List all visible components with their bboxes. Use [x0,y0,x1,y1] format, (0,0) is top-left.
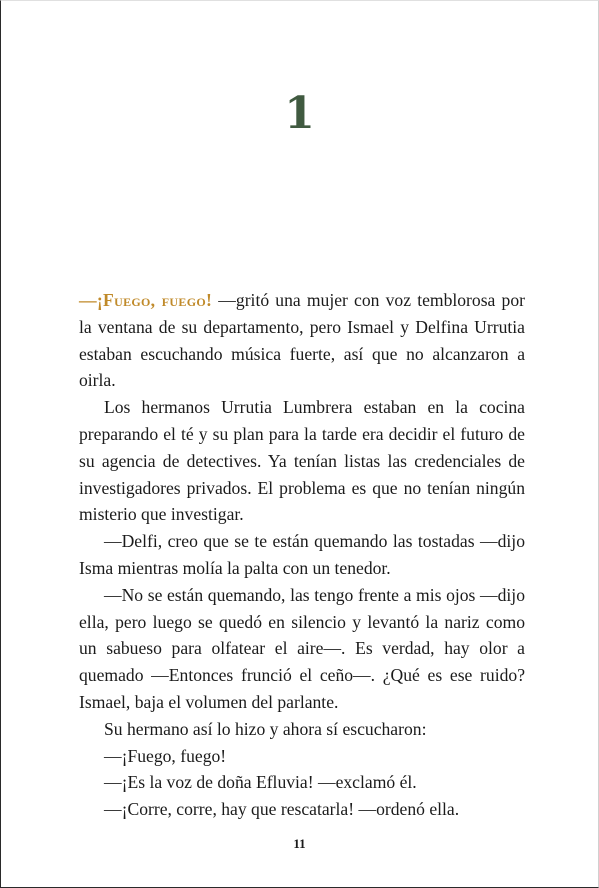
paragraph-2: Los hermanos Urrutia Lumbrera estaban en la cocina preparando el té y su plan para la tarde era decidir el futuro de su agencia de detectives. Ya tenían listas las credenciales de investigadores privados. El problema es que no tenían ningún misterio que investigar. [79,397,525,525]
paragraph-7: —¡Es la voz de doña Efluvia! —exclamó él. [104,772,417,793]
paragraph-5: Su hermano así lo hizo y ahora sí escucharon: [104,718,427,739]
paragraph-1 [79,287,525,394]
paragraph-4: —No se están quemando, las tengo frente a mis ojos —dijo ella, pero luego se quedó en silencio y levantó la nariz como un sabueso para olfatear el aire—. Es verdad, hay olor a quemado —Entonces frunció el ceño—. ¿Qué es ese ruido? Ismael, baja el volumen del parlante. [79,584,525,712]
chapter-number: 1 [284,88,315,139]
chapter-body [79,287,525,823]
paragraph-3: —Delfi, creo que se te están quemando las tostadas —dijo Isma mientras molía la palta con un tenedor. [79,531,525,578]
opening-words: —¡Fuego, fuego! [79,290,213,310]
paragraph-8: —¡Corre, corre, hay que rescatarla! —ordenó ella. [104,799,460,820]
page-number: 11 [293,836,306,851]
paragraph-6: —¡Fuego, fuego! [104,745,227,766]
paragraph-text: —gritó una mujer con voz temblorosa por la ventana de su departamento, pero Ismael y Delfina Urrutia estaban escuchando música fuerte, así que no alcanzaron a oirla. [79,290,525,391]
